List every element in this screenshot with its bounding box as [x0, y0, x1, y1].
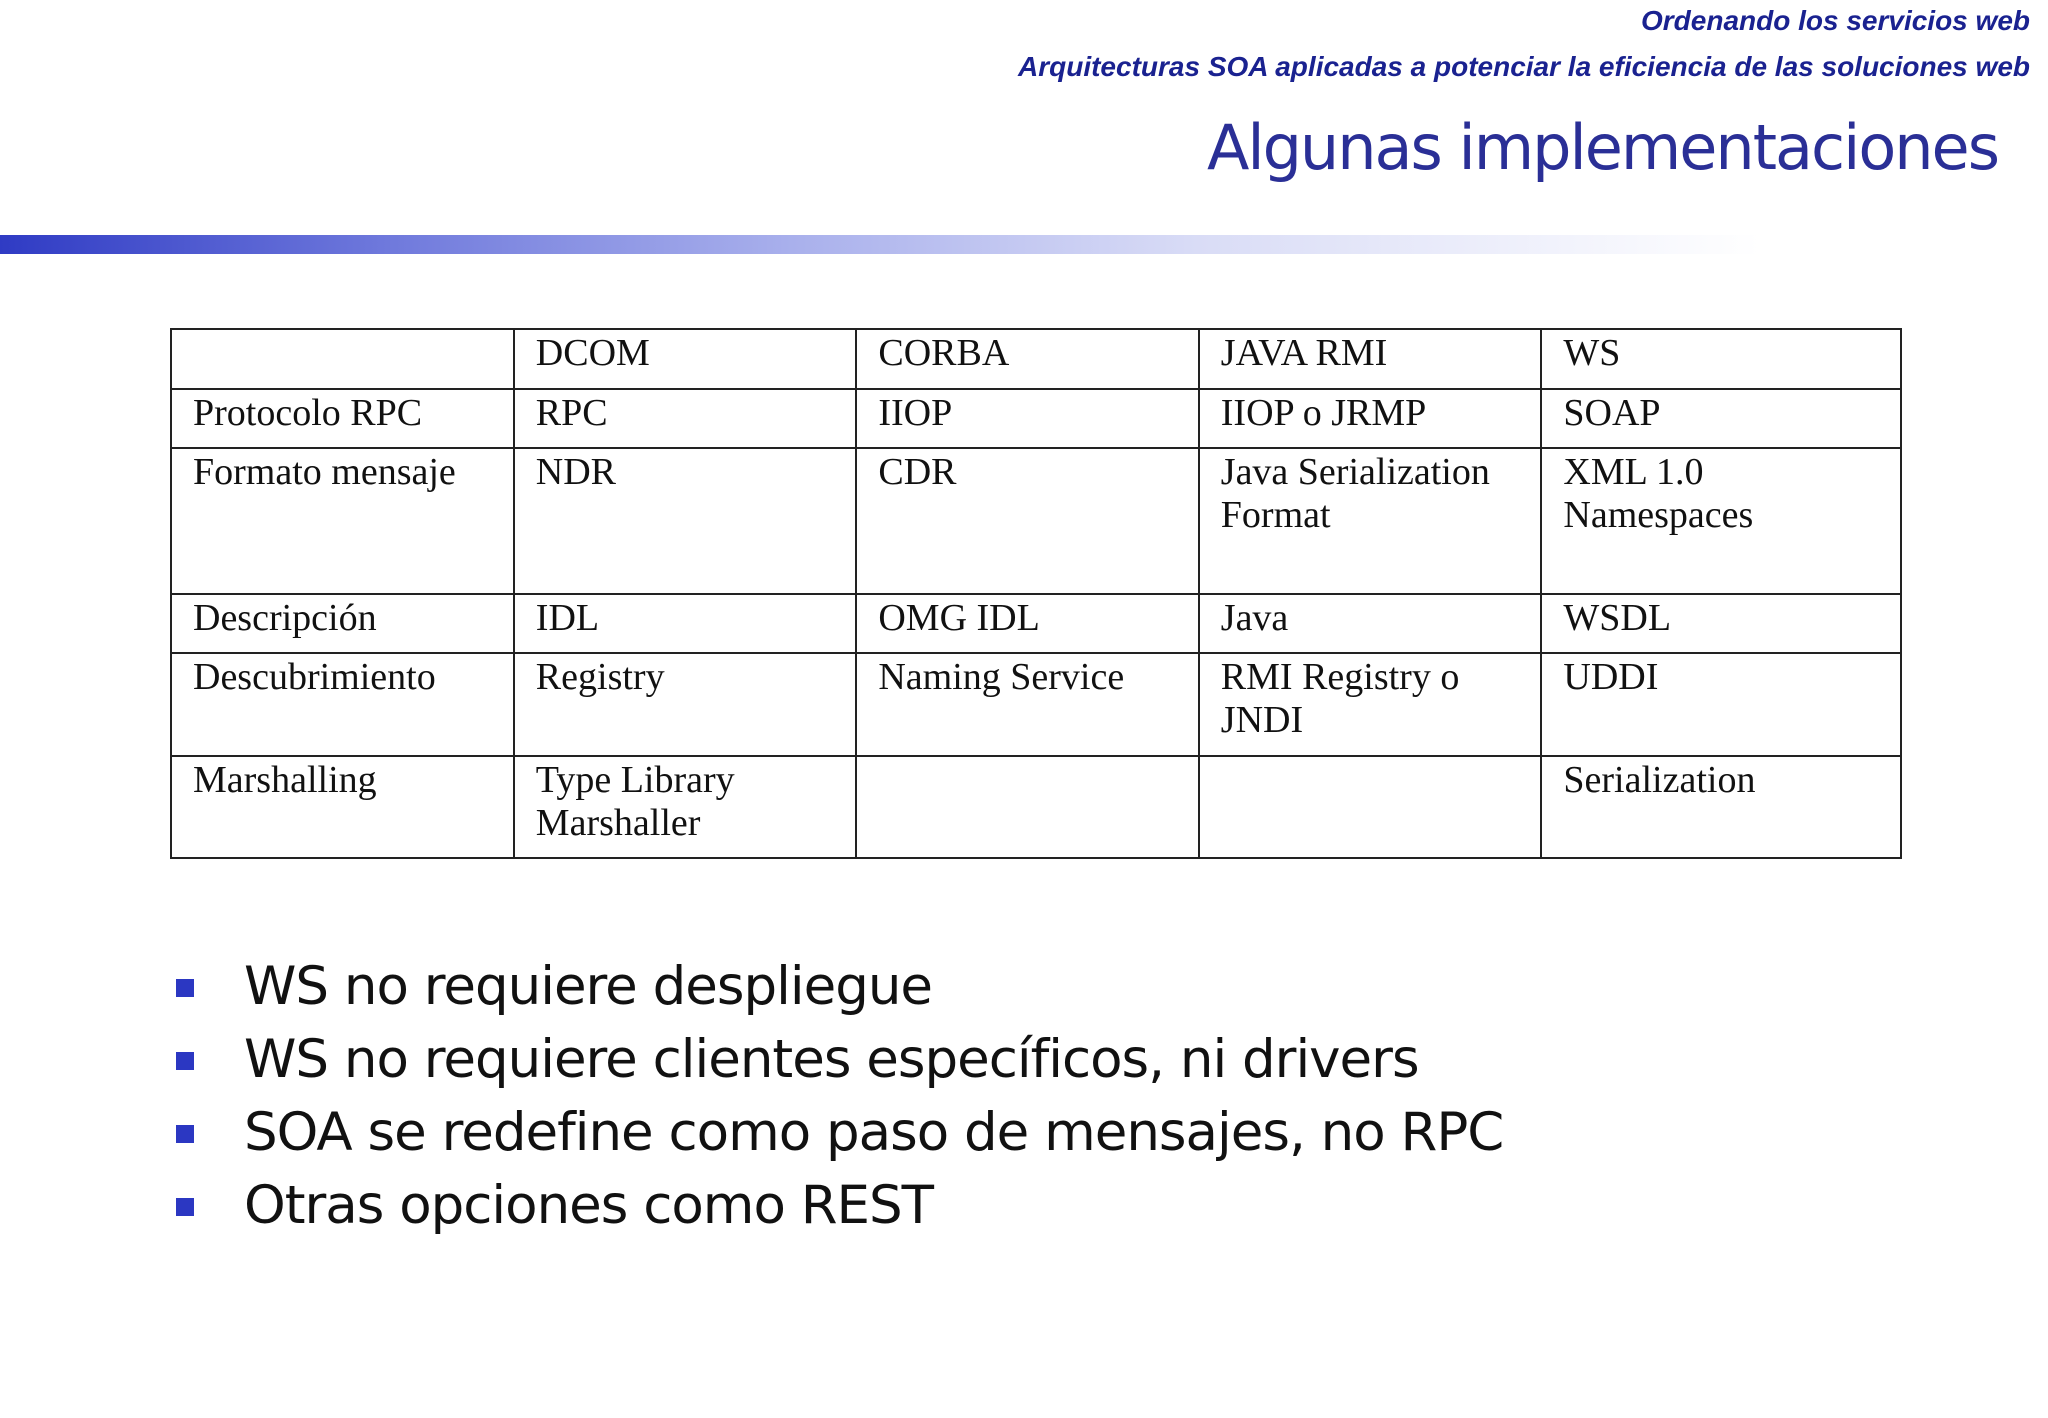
- table-cell: XML 1.0 Namespaces: [1541, 448, 1901, 594]
- row-label: Descripción: [171, 594, 514, 653]
- row-label: Marshalling: [171, 756, 514, 858]
- table-cell: [1199, 756, 1542, 858]
- square-bullet-icon: [176, 979, 194, 997]
- title-gradient-bar: [0, 235, 1760, 254]
- comparison-table: [170, 328, 1902, 859]
- row-label: Descubrimiento: [171, 653, 514, 756]
- table-row: [171, 756, 1901, 858]
- header-cell-ws: WS: [1541, 329, 1901, 389]
- table-cell: [856, 756, 1198, 858]
- row-label: Protocolo RPC: [171, 389, 514, 448]
- table-cell: Type Library Marshaller: [514, 756, 857, 858]
- header-cell-empty: [171, 329, 514, 389]
- table-cell: RMI Registry o JNDI: [1199, 653, 1542, 756]
- table-cell: IIOP o JRMP: [1199, 389, 1542, 448]
- header-course-title: Ordenando los servicios web: [1640, 5, 2030, 36]
- bullet-text: SOA se redefine como paso de mensajes, no RPC: [244, 1102, 1504, 1163]
- list-item: [174, 1096, 1503, 1169]
- table-row: [171, 653, 1901, 756]
- square-bullet-icon: [176, 1125, 194, 1143]
- page-title: Algunas implementaciones: [1206, 111, 1998, 184]
- table-cell: Java: [1199, 594, 1542, 653]
- table-cell: Registry: [514, 653, 857, 756]
- table-cell: IDL: [514, 594, 857, 653]
- table-cell: OMG IDL: [856, 594, 1198, 653]
- square-bullet-icon: [176, 1052, 194, 1070]
- bullet-text: WS no requiere despliegue: [244, 956, 933, 1017]
- list-item: [174, 950, 1503, 1023]
- row-label: Formato mensaje: [171, 448, 514, 594]
- list-item: [174, 1023, 1503, 1096]
- list-item: [174, 1169, 1503, 1242]
- table-row: [171, 448, 1901, 594]
- table-row: [171, 389, 1901, 448]
- table-cell: WSDL: [1541, 594, 1901, 653]
- header-cell-corba: CORBA: [856, 329, 1198, 389]
- table-cell: IIOP: [856, 389, 1198, 448]
- table-cell: NDR: [514, 448, 857, 594]
- bullet-text: WS no requiere clientes específicos, ni drivers: [244, 1029, 1419, 1090]
- table-cell: SOAP: [1541, 389, 1901, 448]
- square-bullet-icon: [176, 1198, 194, 1216]
- table-cell: Java Serialization Format: [1199, 448, 1542, 594]
- header-cell-java-rmi: JAVA RMI: [1199, 329, 1542, 389]
- header-cell-dcom: DCOM: [514, 329, 857, 389]
- table-cell: Naming Service: [856, 653, 1198, 756]
- table-cell: RPC: [514, 389, 857, 448]
- table-cell: Serialization: [1541, 756, 1901, 858]
- header-subtitle: Arquitecturas SOA aplicadas a potenciar la eficiencia de las soluciones web: [1018, 51, 2030, 82]
- table-row: [171, 594, 1901, 653]
- table-header-row: [171, 329, 1901, 389]
- table-cell: UDDI: [1541, 653, 1901, 756]
- bullet-text: Otras opciones como REST: [244, 1175, 934, 1236]
- bullet-list: [174, 950, 1503, 1242]
- table-cell: CDR: [856, 448, 1198, 594]
